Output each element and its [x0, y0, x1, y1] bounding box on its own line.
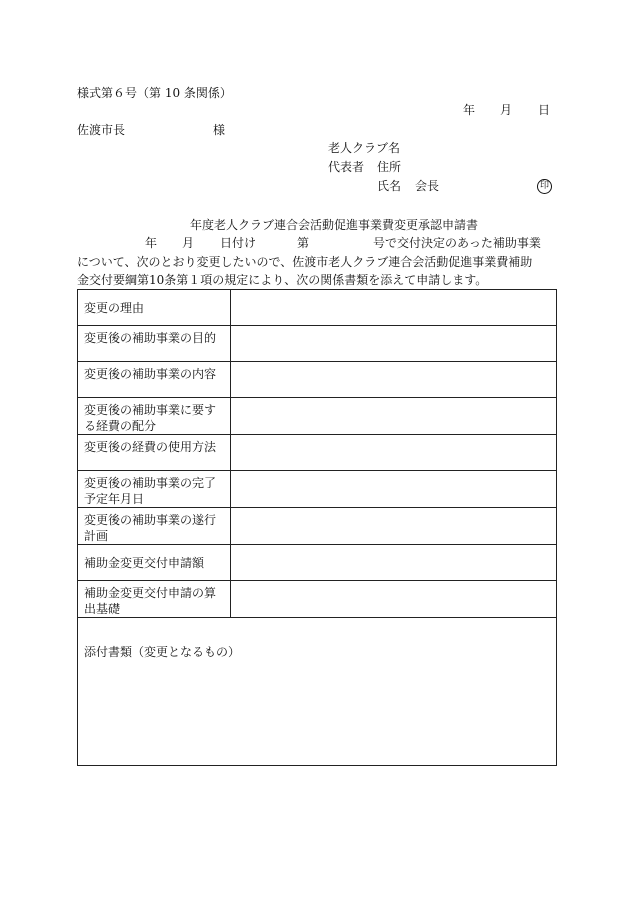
row-value-field[interactable]	[231, 362, 557, 398]
table-row	[78, 435, 557, 471]
row-value-field[interactable]	[231, 581, 557, 618]
row-label: 変更後の補助事業の完了予定年月日	[78, 471, 231, 508]
date-day-label: 日	[538, 103, 551, 117]
date-month-label: 月	[500, 103, 513, 117]
row-label: 変更後の補助事業の内容	[78, 362, 231, 398]
row-label: 変更の理由	[78, 290, 231, 326]
club-name-label: 老人クラブ名	[328, 141, 401, 155]
row-label: 補助金変更交付申請額	[78, 545, 231, 581]
row-label: 変更後の補助事業に要する経費の配分	[78, 398, 231, 435]
name-label: 氏名	[377, 179, 402, 193]
role-label: 会長	[415, 179, 440, 193]
body-line-2: について、次のとおり変更したいので、佐渡市老人クラブ連合会活動促進事業費補助	[77, 255, 533, 269]
table-row	[78, 508, 557, 545]
row-label: 変更後の補助事業の遂行計画	[78, 508, 231, 545]
addressee-honorific: 様	[213, 123, 226, 137]
application-table	[77, 289, 557, 766]
body-dated: 日付け	[220, 236, 257, 250]
row-value-field[interactable]	[231, 398, 557, 435]
body-number-prefix: 第	[297, 236, 310, 250]
seal-mark: 印	[537, 179, 552, 194]
row-label: 変更後の経費の使用方法	[78, 435, 231, 471]
body-year: 年	[145, 236, 158, 250]
attachments-label: 添付書類（変更となるもの）	[84, 645, 241, 659]
addressee: 佐渡市長	[77, 123, 126, 137]
row-value-field[interactable]	[231, 290, 557, 326]
date-year-label: 年	[463, 103, 476, 117]
form-number: 様式第６号（第 10 条関係）	[77, 86, 232, 100]
row-value-field[interactable]	[231, 545, 557, 581]
table-row	[78, 326, 557, 362]
address-label: 住所	[377, 160, 402, 174]
representative-label: 代表者	[328, 160, 365, 174]
row-label: 補助金変更交付申請の算出基礎	[78, 581, 231, 618]
row-value-field[interactable]	[231, 326, 557, 362]
table-row	[78, 581, 557, 618]
attachments-cell[interactable]	[78, 618, 557, 766]
table-row	[78, 471, 557, 508]
table-row	[78, 362, 557, 398]
attachments-row	[78, 618, 557, 766]
row-value-field[interactable]	[231, 435, 557, 471]
row-label: 変更後の補助事業の目的	[78, 326, 231, 362]
body-line-3: 金交付要綱第10条第１項の規定により、次の関係書類を添えて申請します。	[77, 273, 488, 287]
table-row	[78, 545, 557, 581]
row-value-field[interactable]	[231, 471, 557, 508]
row-value-field[interactable]	[231, 508, 557, 545]
table-row	[78, 290, 557, 326]
document-title: 年度老人クラブ連合会活動促進事業費変更承認申請書	[190, 218, 479, 232]
body-line-1-rest: 号で交付決定のあった補助事業	[373, 236, 541, 250]
table-row	[78, 398, 557, 435]
body-month: 月	[182, 236, 195, 250]
